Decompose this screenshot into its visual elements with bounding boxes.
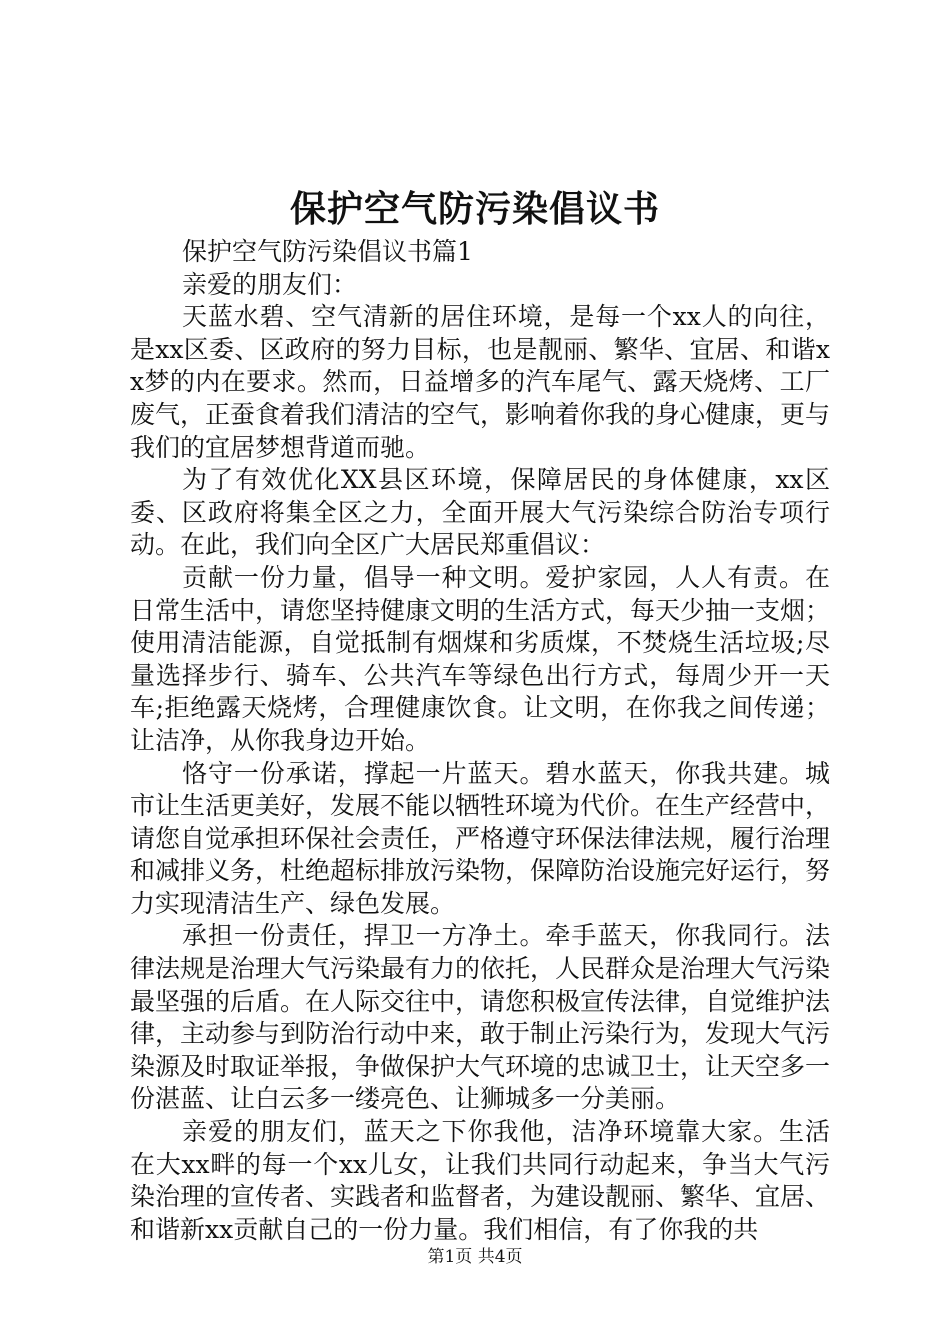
paragraph-closing: 亲爱的朋友们，蓝天之下你我他，洁净环境靠大家。生活在大xx畔的每一个xx儿女，让我们共同行动起来，争当大气污染治理的宣传者、实践者和监督者，为建设靓丽、繁华、宜居、和谐新xx贡献自己的一份力量。我们相信，有了你我的共 [130, 1117, 831, 1244]
paragraph-intro: 天蓝水碧、空气清新的居住环境，是每一个xx人的向往，是xx区委、区政府的努力目标，也是靓丽、繁华、宜居、和谐xx梦的内在要求。然而，日益增多的汽车尾气、露天烧烤、工厂废气，正蚕食着我们清洁的空气，影响着你我的身心健康，更与我们的宜居梦想背道而驰。 [130, 302, 831, 462]
document-body [130, 236, 830, 1246]
section-heading: 保护空气防污染倡议书篇1 [182, 237, 473, 266]
paragraph-contribute: 贡献一份力量，倡导一种文明。爱护家园，人人有责。在日常生活中，请您坚持健康文明的生活方式，每天少抽一支烟；使用清洁能源，自觉抵制有烟煤和劣质煤，不焚烧生活垃圾;尽量选择步行、骑车、公共汽车等绿色出行方式，每周少开一天车;拒绝露天烧烤，合理健康饮食。让文明，在你我之间传递；让洁净，从你我身边开始。 [130, 562, 831, 755]
page-number-footer: 第1页 共4页 [427, 1247, 523, 1267]
paragraph-commitment: 恪守一份承诺，撑起一片蓝天。碧水蓝天，你我共建。城市让生活更美好，发展不能以牺牲环境为代价。在生产经营中，请您自觉承担环保社会责任，严格遵守环保法律法规，履行治理和减排义务，杜绝超标排放污染物，保障防治设施完好运行，努力实现清洁生产、绿色发展。 [130, 758, 831, 918]
paragraph-responsibility: 承担一份责任，捍卫一方净土。牵手蓝天，你我同行。法律法规是治理大气污染最有力的依托，人民群众是治理大气污染最坚强的后盾。在人际交往中，请您积极宣传法律，自觉维护法律，主动参与到防治行动中来，敢于制止污染行为，发现大气污染源及时取证举报，争做保护大气环境的忠诚卫士，让天空多一份湛蓝、让白云多一缕亮色、让狮城多一分美丽。 [130, 921, 831, 1114]
salutation: 亲爱的朋友们： [182, 269, 358, 299]
paragraph-initiative: 为了有效优化XX县区环境，保障居民的身体健康，xx区委、区政府将集全区之力，全面开展大气污染综合防治专项行动。在此，我们向全区广大居民郑重倡议： [130, 465, 830, 560]
document-title: 保护空气防污染倡议书 [289, 188, 660, 230]
